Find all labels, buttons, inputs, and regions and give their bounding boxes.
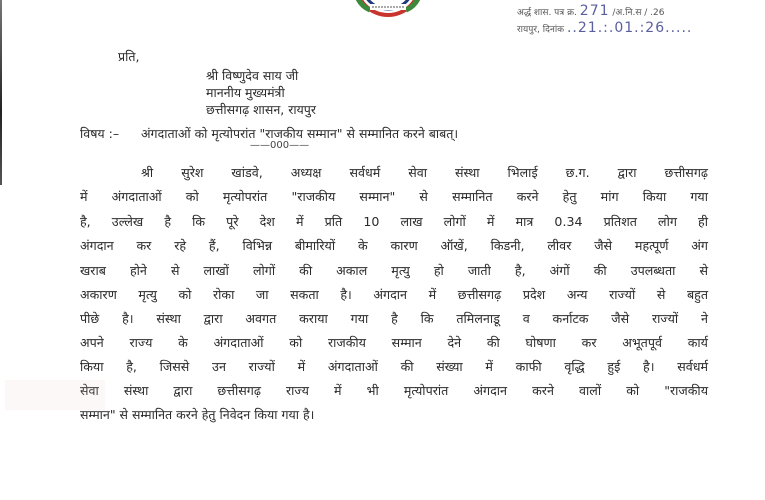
recipient-office: छत्तीसगढ़ शासन, रायपुर <box>206 102 317 117</box>
body-line: अकारण मृत्यु को रोका जा सकता है। अंगदान में छत्तीसगढ़ प्रदेश अन्य राज्यों से बहुत <box>80 287 708 302</box>
body-line: में अंगदाताओं को मृत्योपरांत "राजकीय सम्मान" से सम्मानित करने हेतु मांग किया गया <box>80 189 708 204</box>
body-line: पीछे है। संस्था द्वारा अवगत कराया गया है कि तमिलनाडू व कर्नाटक जैसे राज्यों ने <box>80 311 708 326</box>
date-value: ..21.:.01.:26..... <box>566 20 693 36</box>
subject-divider: ——000—— <box>250 140 310 151</box>
salutation: प्रति, <box>118 49 140 64</box>
recipient-designation: माननीय मुख्यमंत्री <box>206 85 285 100</box>
subject-text: अंगदाताओं को मृत्योपरांत "राजकीय सम्मान" से सम्मानित करने बाबत्। <box>141 126 459 141</box>
body-line: सेवा संस्था द्वारा छत्तीसगढ़ राज्य में भी मृत्योपरांत अंगदान करने वालों को "राजकीय <box>80 383 708 398</box>
place-date-label: रायपुर, दिनांक <box>517 25 565 35</box>
body-line: है, उल्लेख है कि पूरे देश में प्रति 10 लाख लोगों में मात्र 0.34 प्रतिशत लोग ही <box>80 214 708 229</box>
organization-emblem-icon <box>344 0 432 18</box>
body-line: खराब होने से लाखों लोगों की अकाल मृत्यु हो जाती है, अंगों की उपलब्धता से <box>80 263 708 278</box>
ref-number-value: 271 <box>579 3 610 19</box>
body-line: अपने राज्य के अंगदाताओं को राजकीय सम्मान देने की घोषणा कर अभूतपूर्व कार्य <box>80 335 708 350</box>
ref-label: अर्द्ध शास. पत्र क्र. <box>517 8 577 18</box>
faint-stamp-mark <box>5 380 105 410</box>
place-date <box>517 20 692 36</box>
subject-label: विषय :– <box>80 126 120 141</box>
reference-number <box>517 3 665 19</box>
body-line: सम्मान" से सम्मानित करने हेतु निवेदन किया गया है। <box>80 407 315 422</box>
body-line: अंगदान कर रहे हैं, विभिन्न बीमारियों के कारण ऑखें, किडनी, लीवर जैसे महत्पूर्ण अंग <box>80 238 708 253</box>
recipient-name: श्री विष्णुदेव साय जी <box>206 68 299 83</box>
body-line: किया है, जिससे उन राज्यों में अंगदाताओं की संख्या में काफी वृद्धि हुई है। सर्वधर्म <box>80 359 708 374</box>
scan-edge-line <box>0 0 2 185</box>
ref-suffix: /अ.नि.स / .26 <box>612 8 665 18</box>
body-line: श्री सुरेश खांडवे, अध्यक्ष सर्वधर्म सेवा संस्था भिलाई छ.ग. द्वारा छत्तीसगढ़ <box>141 165 708 180</box>
